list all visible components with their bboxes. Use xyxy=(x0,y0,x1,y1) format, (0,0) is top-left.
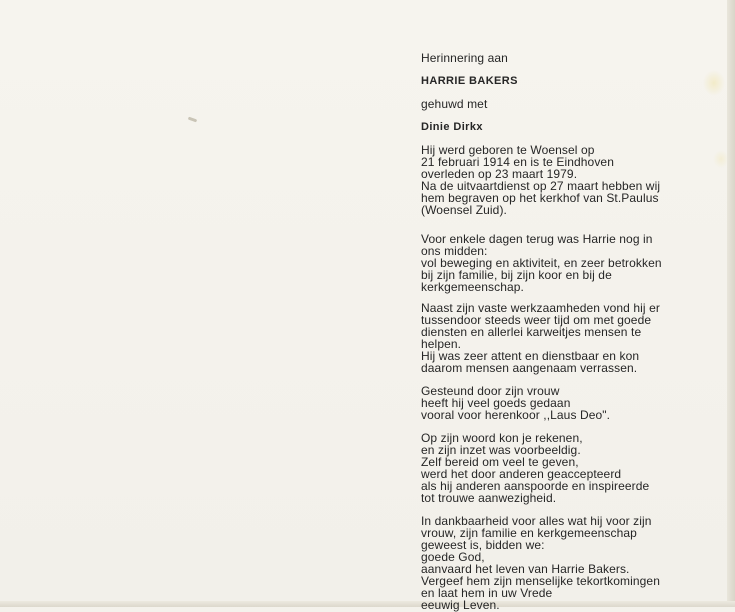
text-line: hem begraven op het kerkhof van St.Paulus xyxy=(421,191,659,205)
text-line: en laat hem in uw Vrede xyxy=(421,586,553,600)
text-line: daarom mensen aangenaam verrassen. xyxy=(421,361,638,375)
text-line: kerkgemeenschap. xyxy=(421,280,524,294)
intro-line: Herinnering aan xyxy=(421,51,508,65)
text-line: als hij anderen aanspoorde en inspireerde xyxy=(421,479,650,493)
card-edge-right xyxy=(727,0,735,607)
text-line: vooral voor herenkoor ,,Laus Deo". xyxy=(421,408,611,422)
text-line: Op zijn woord kon je rekenen, xyxy=(421,431,583,445)
text-line: Zelf bereid om veel te geven, xyxy=(421,455,579,469)
text-line: In dankbaarheid voor alles wat hij voor zijn xyxy=(421,514,652,528)
text-line: (Woensel Zuid). xyxy=(421,203,507,217)
text-line: helpen. xyxy=(421,337,462,351)
paragraph-birth-death xyxy=(421,144,721,216)
text-line: en zijn inzet was voorbeeldig. xyxy=(421,443,581,457)
memorial-text xyxy=(421,52,721,611)
text-line: Gesteund door zijn vrouw xyxy=(421,384,560,398)
text-line: geweest is, bidden we: xyxy=(421,538,545,552)
paragraph-work xyxy=(421,302,721,374)
paragraph-character xyxy=(421,432,721,504)
married-label: gehuwd met xyxy=(421,97,488,111)
text-line: Na de uitvaartdienst op 27 maart hebben wij xyxy=(421,179,661,193)
text-line: vol beweging en aktiviteit, en zeer betrokken xyxy=(421,256,662,270)
text-line: bij zijn familie, bij zijn koor en bij de xyxy=(421,268,612,282)
paper-speck xyxy=(188,117,197,123)
text-line: Hij was zeer attent en dienstbaar en kon xyxy=(421,349,640,363)
text-line: goede God, xyxy=(421,550,485,564)
text-line: eeuwig Leven. xyxy=(421,598,500,612)
paragraph-prayer xyxy=(421,515,721,611)
paragraph-choir xyxy=(421,385,721,421)
text-line: tot trouwe aanwezigheid. xyxy=(421,491,557,505)
text-line: overleden op 23 maart 1979. xyxy=(421,167,578,181)
text-line: diensten en allerlei karweitjes mensen te xyxy=(421,325,642,339)
text-line: ons midden: xyxy=(421,244,488,258)
text-line: aanvaard het leven van Harrie Bakers. xyxy=(421,562,630,576)
spouse-name: Dinie Dirkx xyxy=(421,121,483,133)
text-line: Naast zijn vaste werkzaamheden vond hij er xyxy=(421,301,660,315)
deceased-name: HARRIE BAKERS xyxy=(421,75,518,87)
text-line: werd het door anderen geaccepteerd xyxy=(421,467,622,481)
text-line: Vergeef hem zijn menselijke tekortkomingen xyxy=(421,574,660,588)
text-line: Voor enkele dagen terug was Harrie nog in xyxy=(421,232,653,246)
text-line: Hij werd geboren te Woensel op xyxy=(421,143,595,157)
text-line: tussendoor steeds weer tijd om met goede xyxy=(421,313,652,327)
paragraph-midst xyxy=(421,233,721,293)
text-line: heeft hij veel goeds gedaan xyxy=(421,396,571,410)
text-line: 21 februari 1914 en is te Eindhoven xyxy=(421,155,614,169)
text-line: vrouw, zijn familie en kerkgemeenschap xyxy=(421,526,637,540)
